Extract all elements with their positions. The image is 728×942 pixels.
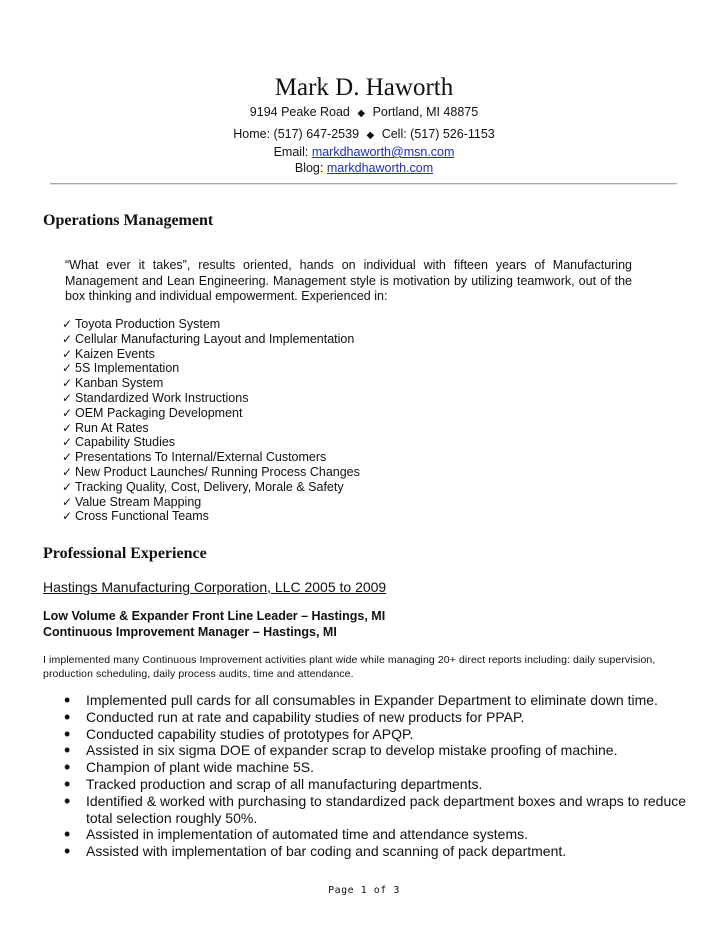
list-item	[62, 450, 360, 465]
list-item	[62, 509, 360, 524]
candidate-name: Mark D. Haworth	[274, 74, 454, 101]
bullet-icon: •	[64, 790, 71, 811]
list-item	[62, 435, 360, 450]
address-street: 9194 Peake Road	[249, 105, 350, 119]
checkmark-icon: ✓	[62, 405, 73, 420]
achievement-text: Champion of plant wide machine 5S.	[86, 759, 315, 776]
blog-link[interactable]: markdhaworth.com	[326, 161, 434, 175]
address-city: Portland, MI 48875	[372, 105, 479, 119]
section-title-experience: Professional Experience	[43, 545, 207, 562]
list-item	[60, 790, 700, 827]
list-item	[60, 742, 700, 759]
achievement-text: Conducted run at rate and capability studies of new products for PPAP.	[86, 708, 525, 725]
achievement-text: Identified & worked with purchasing to standardized pack department boxes and wraps to reduce total selection roughly 50%.	[86, 792, 687, 826]
list-item	[62, 495, 360, 510]
diamond-separator-icon: ◆	[366, 130, 375, 141]
achievement-text: Assisted in six sigma DOE of expander scrap to develop mistake proofing of machine.	[86, 742, 618, 759]
email-label: Email:	[273, 145, 309, 159]
checkmark-icon: ✓	[62, 346, 73, 361]
checkmark-icon: ✓	[62, 390, 73, 405]
list-item	[62, 465, 360, 480]
list-item	[60, 843, 700, 860]
achievement-text: Assisted with implementation of bar coding and scanning of pack department.	[86, 843, 567, 860]
skill-label: Toyota Production System	[75, 317, 221, 331]
list-item	[62, 480, 360, 495]
list-item	[62, 347, 360, 362]
skill-label: Value Stream Mapping	[75, 494, 202, 509]
checkmark-icon: ✓	[62, 450, 73, 465]
checkmark-icon: ✓	[62, 435, 73, 450]
checkmark-icon: ✓	[62, 479, 73, 494]
list-item	[60, 723, 700, 744]
list-item	[62, 332, 360, 347]
skill-label: Presentations To Internal/External Customers	[75, 450, 327, 465]
job-title-2: Continuous Improvement Manager – Hastings, MI	[43, 625, 337, 639]
list-item	[60, 826, 700, 843]
achievement-text: Assisted in implementation of automated time and attendance systems.	[86, 826, 529, 843]
page-number: Page 1 of 3	[328, 885, 400, 896]
email-link[interactable]: markdhaworth@msn.com	[311, 145, 455, 159]
bullet-icon: •	[64, 757, 71, 778]
skill-label: Cellular Manufacturing Layout and Implementation	[75, 331, 355, 346]
skill-label: Standardized Work Instructions	[75, 390, 249, 405]
company-heading: Hastings Manufacturing Corporation, LLC 2005 to 2009	[43, 579, 387, 595]
checkmark-icon: ✓	[62, 361, 73, 376]
skill-label: Kaizen Events	[75, 346, 155, 361]
checkmark-icon: ✓	[62, 376, 73, 391]
achievement-text: Tracked production and scrap of all manufacturing departments.	[86, 775, 483, 792]
list-item	[60, 706, 700, 727]
section-title-operations: Operations Management	[43, 212, 214, 229]
checkmark-icon: ✓	[62, 464, 73, 479]
skill-label: Tracking Quality, Cost, Delivery, Morale & Safety	[75, 479, 344, 494]
checkmark-icon: ✓	[62, 509, 73, 524]
skill-label: Capability Studies	[75, 435, 176, 450]
achievement-text: Conducted capability studies of prototypes for APQP.	[86, 725, 414, 742]
list-item	[62, 376, 360, 391]
job-description: I implemented many Continuous Improvement activities plant wide while managing 20+ direct reports including: daily supervision, production scheduling, daily process audits, time and attendance.	[43, 654, 656, 680]
job-title-1: Low Volume & Expander Front Line Leader – Hastings, MI	[43, 609, 386, 623]
skill-label: Cross Functional Teams	[75, 509, 209, 524]
resume-header	[150, 74, 578, 176]
bullet-icon: •	[64, 773, 71, 794]
blog-line	[150, 160, 578, 176]
checkmark-icon: ✓	[62, 494, 73, 509]
skill-label: Run At Rates	[75, 420, 149, 435]
bullet-icon: •	[64, 706, 71, 727]
phone-line	[150, 126, 578, 144]
diamond-separator-icon: ◆	[357, 108, 366, 119]
list-item	[60, 759, 700, 776]
address-line	[150, 104, 578, 122]
achievements-list	[60, 692, 700, 860]
bullet-icon: •	[64, 690, 71, 710]
header-divider	[50, 183, 677, 185]
email-line	[150, 144, 578, 160]
checkmark-icon: ✓	[62, 331, 73, 346]
skill-label: OEM Packaging Development	[75, 405, 243, 420]
checkmark-icon: ✓	[62, 317, 73, 331]
achievement-text: Implemented pull cards for all consumables in Expander Department to eliminate down time.	[86, 692, 658, 708]
bullet-icon: •	[64, 740, 71, 761]
list-item	[62, 391, 360, 406]
checkmark-icon: ✓	[62, 420, 73, 435]
skill-label: New Product Launches/ Running Process Changes	[75, 464, 360, 479]
list-item	[60, 773, 700, 794]
skills-list	[62, 317, 360, 524]
phone-cell: Cell: (517) 526-1153	[381, 127, 495, 141]
list-item	[62, 421, 360, 436]
list-item	[62, 361, 360, 376]
phone-home: Home: (517) 647-2539	[233, 127, 360, 141]
blog-label: Blog:	[294, 161, 324, 175]
skill-label: 5S Implementation	[75, 361, 180, 376]
list-item	[60, 692, 700, 709]
bullet-icon: •	[64, 723, 71, 744]
list-item	[62, 317, 360, 332]
skill-label: Kanban System	[75, 376, 164, 391]
operations-summary: “What ever it takes”, results oriented, hands on individual with fifteen years of Manufacturing Management and Lean Engineering. Management style is motivation by utilizing teamwork, out of the box thinking and individual empowerment. Experienced in:	[65, 258, 632, 303]
bullet-icon: •	[64, 824, 71, 845]
list-item	[62, 406, 360, 421]
bullet-icon: •	[64, 841, 71, 862]
